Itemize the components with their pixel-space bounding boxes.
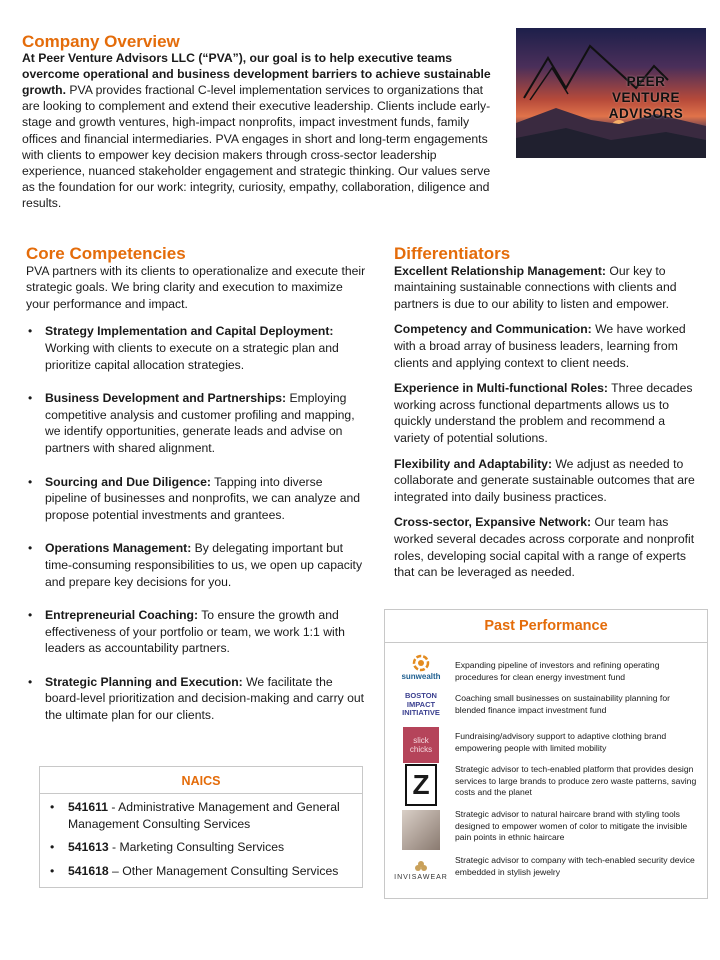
past-performance-row xyxy=(385,650,707,684)
differentiator-item xyxy=(394,380,704,446)
logo-line-1: PEER xyxy=(626,74,666,89)
logo-text: INVISAWEAR xyxy=(394,873,448,881)
naics-item xyxy=(40,839,360,856)
z-logo-frame xyxy=(405,764,437,806)
item-heading: Cross-sector, Expansive Network: xyxy=(394,515,592,530)
item-heading: Competency and Communication: xyxy=(394,322,592,337)
core-competencies-title: Core Competencies xyxy=(26,244,186,263)
logo-line-2: VENTURE xyxy=(611,90,680,105)
naics-box xyxy=(39,766,363,888)
naics-code: 541613 xyxy=(68,840,109,855)
item-text: Working with clients to execute on a strategic plan and prioritize capital allocation strategies. xyxy=(45,340,339,372)
core-competencies-intro: PVA partners with its clients to operationalize and execute their strategic goals. We bring clarity and execution to maximize your performance and impact. xyxy=(26,263,366,311)
divider xyxy=(385,642,707,643)
slick-chicks-badge xyxy=(403,727,439,763)
item-text: We adjust as needed to collaborate and generate sustainable outcomes that are integrated into daily business practices. xyxy=(394,456,695,504)
item-heading: Excellent Relationship Management: xyxy=(394,263,606,278)
row-text: Strategic advisor to tech-enabled platform that provides design services to large brands to produce zero waste patterns, saving costs and the planet xyxy=(455,764,697,798)
company-overview-section xyxy=(22,34,496,211)
bullet-icon: • xyxy=(28,324,33,339)
past-performance-row xyxy=(385,853,707,887)
item-heading: Strategy Implementation and Capital Deployment: xyxy=(45,324,334,339)
naics-code: 541618 xyxy=(68,863,109,878)
list-item xyxy=(26,674,366,724)
logo-text: BOSTON IMPACT INITIATIVE xyxy=(402,691,440,718)
past-performance-box xyxy=(384,609,708,899)
bullet-icon: • xyxy=(28,474,33,489)
boston-impact-initiative-logo xyxy=(391,688,451,722)
item-text: We have worked with a broad array of business leaders, learning from clients and applying context to client needs. xyxy=(394,322,686,370)
row-text: Coaching small businesses on sustainability planning for blended finance impact investment fund xyxy=(455,693,670,715)
bullet-icon: • xyxy=(28,541,33,556)
invisawear-logo xyxy=(391,853,451,887)
list-item xyxy=(26,540,366,590)
bullet-icon: • xyxy=(28,608,33,623)
company-overview-text xyxy=(22,50,496,211)
core-competencies-list xyxy=(26,323,366,723)
item-heading: Experience in Multi-functional Roles: xyxy=(394,381,608,396)
differentiator-item xyxy=(394,321,704,371)
past-performance-row xyxy=(385,762,707,808)
naics-description: - Marketing Consulting Services xyxy=(108,840,285,855)
item-heading: Sourcing and Due Diligence: xyxy=(45,474,211,489)
differentiator-item xyxy=(394,514,704,580)
item-heading: Flexibility and Adaptability: xyxy=(394,456,553,471)
logo-line-3: ADVISORS xyxy=(608,106,684,121)
sun-icon xyxy=(411,654,431,672)
naics-code: 541611 xyxy=(68,800,108,814)
past-performance-row xyxy=(385,726,707,764)
slick-chicks-logo xyxy=(391,726,451,764)
row-text: Expanding pipeline of investors and refining operating procedures for clean energy investment fund xyxy=(455,660,660,682)
differentiator-item xyxy=(394,456,704,506)
sunwealth-logo xyxy=(391,650,451,684)
naics-item xyxy=(40,799,360,832)
differentiators-section xyxy=(394,246,704,590)
flower-icon xyxy=(414,860,428,874)
item-text: We facilitate the board-level prioritization and decision-making and carry out the ultimate plan for our clients. xyxy=(45,674,365,723)
divider xyxy=(40,793,362,794)
zero-waste-logo xyxy=(391,762,451,808)
bullet-icon: • xyxy=(50,863,55,878)
item-text: By delegating important but time-consuming responsibilities to us, we open up capacity and prepare key decisions for you. xyxy=(45,541,363,589)
item-heading: Strategic Planning and Execution: xyxy=(45,674,243,689)
naics-description: - Administrative Management and General Management Consulting Services xyxy=(68,800,340,831)
logo-text: slick chicks xyxy=(409,736,433,754)
differentiator-item xyxy=(394,263,704,313)
item-heading: Entrepreneurial Coaching: xyxy=(45,608,199,623)
item-text: Employing competitive analysis and customer profiling and mapping, we identify opportunities, generate leads and advise on partners with shared alignment. xyxy=(45,391,355,455)
item-text: Tapping into diverse pipeline of businesses and nonprofits, we can analyze and propose potential investments and grantees. xyxy=(45,474,361,522)
company-overview-body: PVA provides fractional C-level implementation services to organizations that are looking to complement and extend their executive leadership. Clients include early-stage and growth ventures, high-impact nonprofits, impact investment funds, family offices and financial intermediaries. PVA engages in short and long-term engagements with clients to empower key decision makers through cross-sector leadership experience, nuanced stakeholder engagement and strategic thinking. Our values serve as the foundation for our work: integrity, curiosity, empathy, collaboration, diligence and results. xyxy=(22,83,491,210)
past-performance-row xyxy=(385,807,707,853)
item-text: Our key to maintaining sustainable connections with clients and partners is due to our ability to listen and empower. xyxy=(394,263,677,311)
logo-text: Z xyxy=(412,769,430,800)
core-competencies-section xyxy=(26,246,366,724)
company-overview-lead: At Peer Venture Advisors LLC (“PVA”), our goal is to help executive teams overcome operational and business development barriers to achieve sustainable growth. xyxy=(22,51,491,98)
naics-item xyxy=(40,863,360,880)
past-performance-row xyxy=(385,688,707,722)
differentiators-title: Differentiators xyxy=(394,244,511,263)
logo-wordmark xyxy=(592,74,700,122)
bullet-icon: • xyxy=(28,674,33,689)
item-text: Three decades working across functional departments allows us to quickly understand the problem and recommend a variety of potential solutions. xyxy=(394,381,693,445)
haircare-photo xyxy=(402,810,440,850)
bullet-icon: • xyxy=(28,391,33,406)
list-item xyxy=(26,607,366,657)
row-text: Strategic advisor to company with tech-enabled security device embedded in stylish jewelry xyxy=(455,855,695,877)
peer-venture-advisors-logo xyxy=(516,28,706,158)
item-text: Our team has worked several decades across corporate and nonprofit roles, developing social capital with a range of experts that can be leveraged as needed. xyxy=(394,515,695,580)
list-item xyxy=(26,474,366,524)
item-heading: Business Development and Partnerships: xyxy=(45,391,287,406)
company-overview-title: Company Overview xyxy=(22,32,180,51)
naics-description: – Other Management Consulting Services xyxy=(108,863,339,878)
haircare-brand-logo xyxy=(391,807,451,853)
row-text: Strategic advisor to natural haircare brand with styling tools designed to empower women of color to mitigate the invisible pain points in ethnic haircare xyxy=(455,809,688,843)
bullet-icon: • xyxy=(50,800,55,814)
item-text: To ensure the growth and effectiveness of your portfolio or team, we work 1:1 with leaders as accountability partners. xyxy=(45,608,345,656)
item-heading: Operations Management: xyxy=(45,541,192,556)
past-performance-title: Past Performance xyxy=(484,618,608,634)
list-item xyxy=(26,323,366,373)
list-item xyxy=(26,390,366,456)
naics-title: NAICS xyxy=(181,774,221,788)
bullet-icon: • xyxy=(50,840,55,855)
naics-list xyxy=(40,799,360,886)
logo-text: sunwealth xyxy=(401,671,441,681)
row-text: Fundraising/advisory support to adaptive clothing brand empowering people with limited mobility xyxy=(455,731,667,753)
